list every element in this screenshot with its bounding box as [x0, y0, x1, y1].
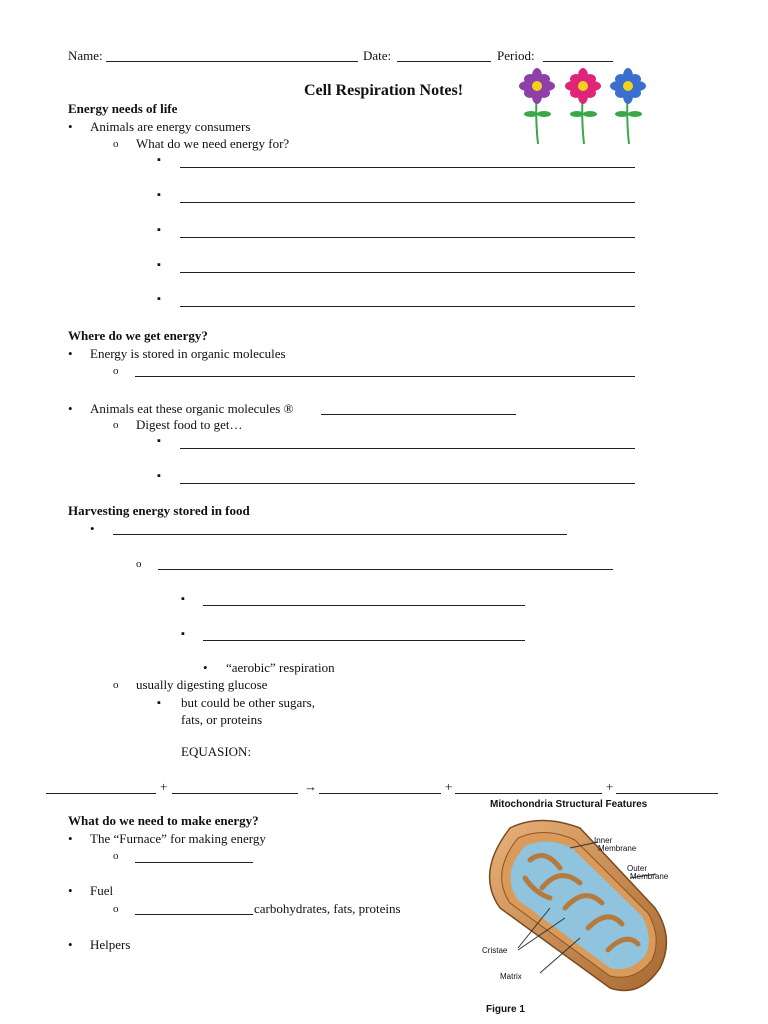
answer-line[interactable]: [180, 483, 635, 484]
heading-where-energy: Where do we get energy?: [68, 328, 208, 343]
circle-bullet-icon: o: [113, 903, 119, 915]
figure-caption: Figure 1: [486, 1004, 525, 1015]
square-bullet-icon: ▪: [157, 189, 161, 201]
circle-bullet-icon: o: [113, 850, 119, 862]
flowers-illustration: [512, 62, 652, 146]
fuel-text: Fuel: [90, 883, 114, 898]
animals-eat-text: Animals eat these organic molecules ®: [90, 401, 294, 416]
outer-membrane-label-2: Membrane: [630, 872, 669, 881]
equation-label: EQUASION:: [181, 744, 252, 759]
equation-blank[interactable]: [172, 793, 298, 794]
mitochondria-icon: [470, 798, 700, 1020]
square-bullet-icon: ▪: [157, 154, 161, 166]
bullet-icon: •: [68, 883, 73, 898]
equation-blank[interactable]: [455, 793, 602, 794]
aerobic-text: “aerobic” respiration: [226, 660, 335, 675]
square-bullet-icon: ▪: [157, 259, 161, 271]
circle-bullet-icon: o: [113, 419, 119, 431]
matrix-label: Matrix: [500, 972, 522, 981]
circle-bullet-icon: o: [113, 138, 119, 150]
inner-membrane-label-1: Inner: [594, 836, 613, 845]
name-label: Name:: [68, 48, 103, 63]
heading-energy-needs: Energy needs of life: [68, 101, 178, 116]
period-label: Period:: [497, 48, 535, 63]
answer-line[interactable]: [180, 272, 635, 273]
heading-make-energy: What do we need to make energy?: [68, 813, 259, 828]
plus-sign: +: [160, 779, 168, 794]
helpers-text: Helpers: [90, 937, 131, 952]
circle-bullet-icon: o: [113, 679, 119, 691]
square-bullet-icon: ▪: [157, 293, 161, 305]
answer-line[interactable]: [135, 862, 253, 863]
energy-stored-text: Energy is stored in organic molecules: [90, 346, 286, 361]
mitochondria-figure: [470, 798, 700, 1020]
equation-blank[interactable]: [46, 793, 156, 794]
date-label: Date:: [363, 48, 392, 63]
answer-line[interactable]: [203, 640, 525, 641]
flower-icon: [519, 68, 555, 144]
answer-line[interactable]: [180, 448, 635, 449]
square-bullet-icon: ▪: [181, 628, 185, 640]
date-blank[interactable]: [397, 61, 491, 62]
other-sugars-text: but could be other sugars,: [181, 695, 315, 710]
name-blank[interactable]: [106, 61, 358, 62]
bullet-icon: •: [68, 401, 73, 416]
answer-line[interactable]: [180, 202, 635, 203]
figure-title: Mitochondria Structural Features: [490, 799, 648, 810]
outer-membrane-label-1: Outer: [627, 864, 648, 873]
bullet-icon: •: [203, 660, 208, 675]
square-bullet-icon: ▪: [157, 697, 161, 709]
plus-sign: +: [606, 779, 614, 794]
heading-harvesting: Harvesting energy stored in food: [68, 503, 250, 518]
answer-line[interactable]: [180, 237, 635, 238]
answer-line[interactable]: [321, 414, 516, 415]
equation-blank[interactable]: [616, 793, 718, 794]
bullet-icon: •: [68, 937, 73, 952]
circle-bullet-icon: o: [136, 558, 142, 570]
bullet-icon: •: [68, 119, 73, 134]
glucose-text: usually digesting glucose: [136, 677, 268, 692]
answer-line[interactable]: [135, 376, 635, 377]
square-bullet-icon: ▪: [157, 470, 161, 482]
furnace-text: The “Furnace” for making energy: [90, 831, 266, 846]
inner-membrane-label-2: Membrane: [598, 844, 637, 853]
square-bullet-icon: ▪: [157, 224, 161, 236]
cristae-label: Cristae: [482, 946, 508, 955]
answer-line[interactable]: [180, 167, 635, 168]
plus-sign: +: [445, 779, 453, 794]
bullet-icon: •: [90, 521, 95, 536]
fats-proteins-text: fats, or proteins: [181, 712, 263, 727]
animals-consumers-text: Animals are energy consumers: [90, 119, 251, 134]
bullet-icon: •: [68, 346, 73, 361]
square-bullet-icon: ▪: [181, 593, 185, 605]
circle-bullet-icon: o: [113, 365, 119, 377]
flower-icon: [610, 68, 646, 144]
page-title: Cell Respiration Notes!: [304, 82, 464, 99]
flower-icon: [565, 68, 601, 144]
answer-line[interactable]: [158, 569, 613, 570]
answer-line[interactable]: [203, 605, 525, 606]
square-bullet-icon: ▪: [157, 435, 161, 447]
equation-blank[interactable]: [319, 793, 441, 794]
answer-line[interactable]: [180, 306, 635, 307]
fuel-types-text: carbohydrates, fats, proteins: [254, 901, 401, 916]
answer-line[interactable]: [113, 534, 567, 535]
bullet-icon: •: [68, 831, 73, 846]
energy-for-question: What do we need energy for?: [136, 136, 290, 151]
arrow-icon: →: [304, 779, 317, 794]
digest-food-text: Digest food to get…: [136, 417, 243, 432]
answer-line[interactable]: [135, 914, 253, 915]
